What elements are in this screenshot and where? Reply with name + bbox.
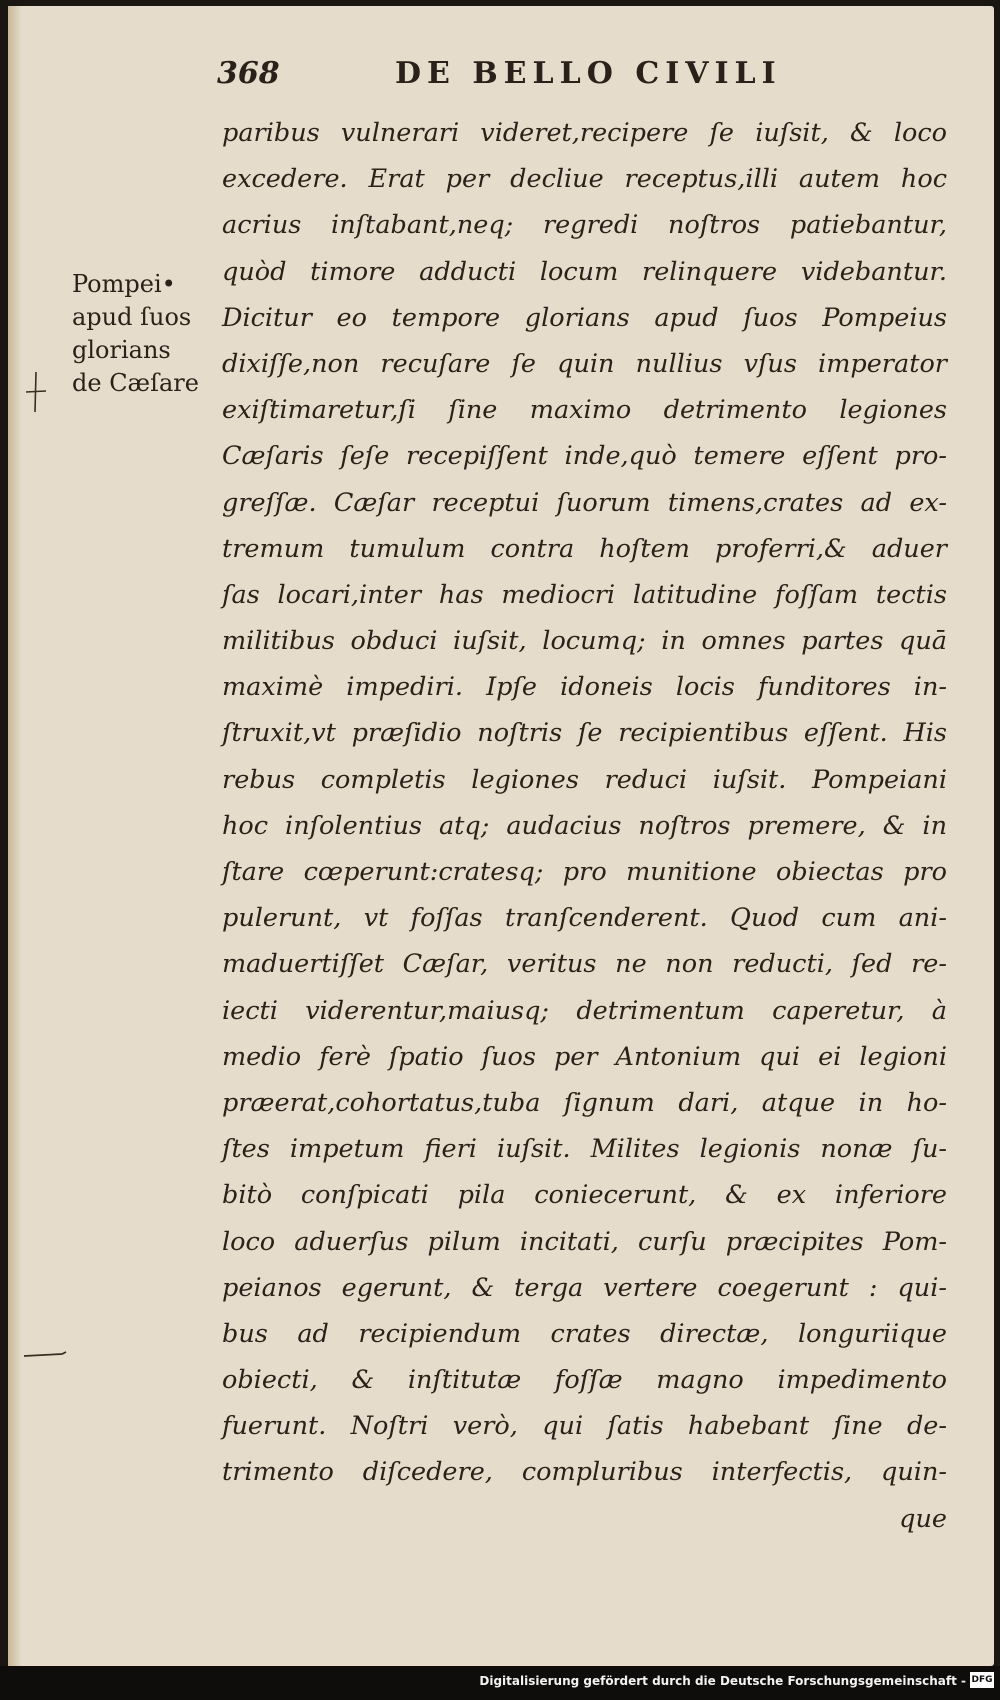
body-text [222,110,947,1542]
text-line: tremum tumulum contra hoſtem proferri,& aduer [222,533,947,564]
text-line: peianos egerunt, & terga vertere coegerunt : qui- [222,1272,947,1303]
catchword: que [899,1503,947,1534]
marginal-note [72,268,222,400]
footer-bar [0,1666,1000,1700]
text-line: rebus completis legiones reduci iuſsit. Pompeiani [222,764,947,795]
text-line: bus ad recipiendum crates directæ, longuriique [222,1318,947,1349]
text-line: dixiſſe,non recuſare ſe quin nullius vſus imperator [222,348,947,379]
text-line: hoc inſolentius atq; audacius noſtros premere, & in [222,810,947,841]
marginal-note-line: glorians [72,336,171,364]
margin-dash-mark-icon [22,1350,68,1360]
text-line: fuerunt. Noſtri verò, qui ſatis habebant ſine de- [222,1411,947,1442]
margin-cross-mark-icon [24,370,48,414]
text-line: Dicitur eo tempore glorians apud ſuos Pompeius [222,302,947,333]
page-gutter [8,6,22,1666]
text-line: pulerunt, vt foſſas tranſcenderent. Quod cum ani- [222,903,947,934]
text-line: paribus vulnerari videret,recipere ſe iuſsit, & loco [222,118,947,148]
text-line: excedere. Erat per decliue receptus,illi autem hoc [222,164,947,195]
page-number: 368 [217,56,280,91]
text-line: maduertiſſet Cæſar, veritus ne non reducti, ſed re- [222,949,947,980]
text-line: trimento diſcedere, compluribus interfectis, quin- [222,1457,947,1488]
text-line: ſtruxit,vt præſidio noſtris ſe recipientibus eſſent. His [222,718,947,749]
marginal-note-line: apud ſuos [72,303,192,331]
running-head [217,52,807,102]
text-line: obiecti, & inſtitutæ foſſæ magno impedimento [222,1365,947,1396]
text-line: exiſtimaretur,ſi ſine maximo detrimento legiones [222,395,947,426]
text-line: greſſæ. Cæſar receptui ſuorum timens,crates ad ex- [222,487,947,518]
dfg-logo: DFG [970,1672,994,1688]
text-line: ſas locari,inter has mediocri latitudine foſſam tectis [222,579,947,610]
marginal-note-line: Pompei• [72,270,176,298]
page-heading: DE BELLO CIVILI [395,56,782,91]
text-line: acrius inſtabant,neq; regredi noſtros patiebantur, [222,210,947,241]
text-line: præerat,cohortatus,tuba ſignum dari, atque in ho- [222,1087,947,1118]
text-line: loco aduerſus pilum incitati, curſu præcipites Pom- [222,1226,947,1257]
marginal-note-line: de Cæſare [72,369,199,397]
funding-credit: Digitalisierung gefördert durch die Deutsche Forschungsgemeinschaft - [479,1674,966,1688]
text-line: medio ferè ſpatio ſuos per Antonium qui ei legioni [222,1041,947,1072]
text-line: ſtare cœperunt:cratesq; pro munitione obiectas pro [222,857,947,887]
text-line: militibus obduci iuſsit, locumq; in omnes partes quā [222,626,947,657]
text-line: bitò conſpicati pila coniecerunt, & ex inferiore [222,1180,947,1211]
text-line: ſtes impetum fieri iuſsit. Milites legionis nonæ ſu- [222,1134,947,1165]
text-line: maximè impediri. Ipſe idoneis locis funditores in- [222,672,947,703]
text-line: Cæſaris ſeſe recepiſſent inde,quò temere eſſent pro- [222,441,947,472]
text-line: iecti viderentur,maiusq; detrimentum caperetur, à [222,995,947,1026]
text-line: quòd timore adducti locum relinquere videbantur. [222,256,947,287]
